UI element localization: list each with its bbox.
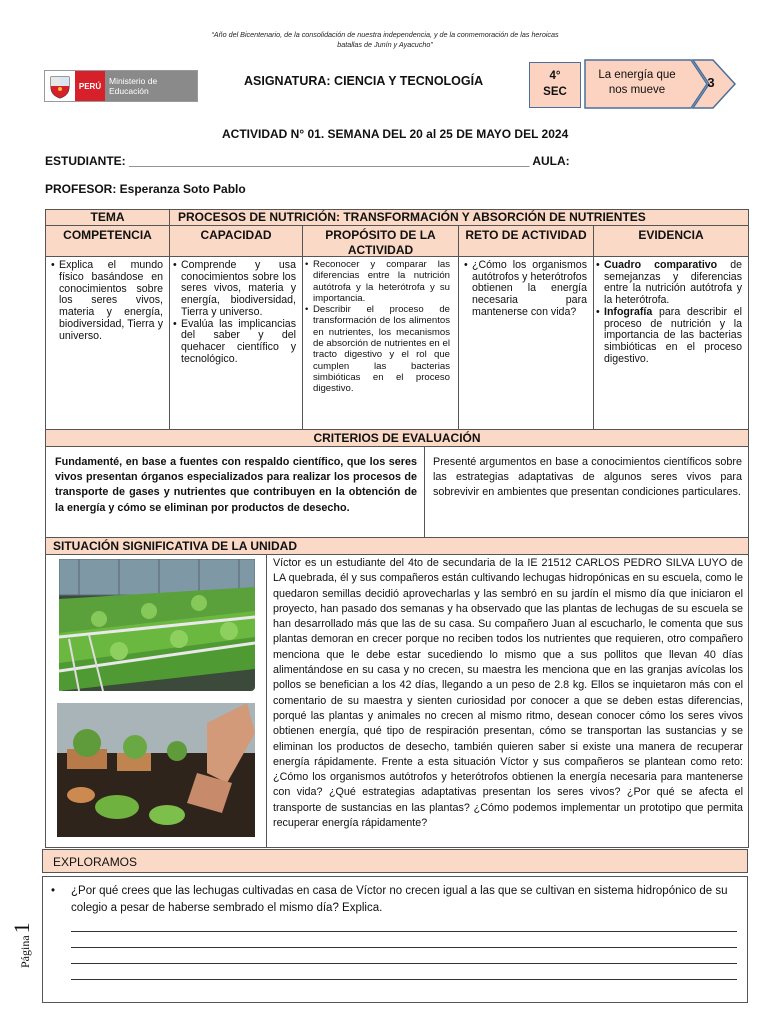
evidencia-item	[596, 260, 742, 307]
planting-lettuce-photo	[57, 703, 255, 837]
subject-title: ASIGNATURA: CIENCIA Y TECNOLOGÍA	[244, 74, 484, 88]
teacher-line: PROFESOR: Esperanza Soto Pablo	[45, 182, 246, 196]
situacion-images-cell	[45, 554, 267, 848]
evidencia-rest: para describir el proceso de nutrición y la importancia de las bacterias simbióticas en el proceso digestivo.	[604, 305, 742, 365]
hydroponic-photo	[59, 559, 255, 691]
situacion-title: SITUACIÓN SIGNIFICATIVA DE LA UNIDAD	[45, 537, 749, 555]
grade-level: SEC	[543, 86, 567, 98]
answer-lines[interactable]	[71, 916, 737, 980]
peru-shield-icon	[45, 71, 75, 101]
answer-line[interactable]	[71, 964, 737, 980]
situacion-text: Víctor es un estudiante del 4to de secundaria de la IE 21512 CARLOS PEDRO SILVA LUYO de LA quebrada, él y sus compañeros están cultivando lechugas hidropónicas en su escuela, como le quedaron semillas decidió aprovecharlas y las sembró en su jardín el mismo día que iniciaron el proyecto, han pasado dos semanas y ha observado que las plantas de lechugas de su escuela se han desarrollado más que las de su casa. Su compañero Juan al escucharlo, le comenta que sus plantas demoran en crecer porque no reciben todos los nutrientes que requieren, otro compañero menciona que le debe estar sucediendo lo mismo que a sus pollitos que llevan 40 días alimentándose en su casa y no crecen, su maestra les menciona que en las granjas avícolas los pollos se benefician a los 42 días, llegando a un peso de 2.8 kg. Ellos se inquietaron más con el comentario de su maestra y sienten curiosidad por conocer a que se deben estas diferencias, porqué las plantas y animales no crecen al mismo ritmo, desean conocer cómo los seres vivos obtienen energía, qué tipo de respiración presentan, cómo se transportan las sustancias y se eliminan los productos de desecho, también quieren saber si existe una manera de recuperar energía rápidamente. Frente a esta situación Víctor y sus compañeros se plantean como reto: ¿Cómo los organismos autótrofos y heterótrofos obtienen la energía necesaria para mantenerse con vida? ¿Qué estrategias adaptativas presentan los seres vivos? ¿Por qué se afecta el transporte de sustancias en las plantas? ¿Cómo podemos implementar un prototipo que permita recuperar energía rápidamente?	[273, 557, 743, 830]
header-motto: “Año del Bicentenario, de la consolidación de nuestra independencia, y de la conmemoración de las heroicas batallas de Junín y Ayacucho”	[211, 30, 559, 49]
logo-country: PERÚ	[75, 71, 105, 101]
student-line: ESTUDIANTE: ____________________________________________________________ AULA:	[45, 154, 570, 168]
capacidad-item: • Evalúa las implicancias del saber y del quehacer científico y tecnológico.	[173, 319, 296, 366]
competencia-text: • Explica el mundo físico basándose en conocimientos sobre los seres vivos, materia y energía, biodiversidad, Tierra y universo.	[51, 260, 163, 343]
unit-chevron	[583, 58, 741, 110]
grade-box	[529, 62, 581, 108]
reto-cell	[458, 256, 594, 430]
answer-line[interactable]	[71, 948, 737, 964]
header-capacidad: CAPACIDAD	[169, 225, 303, 257]
capacidad-cell	[169, 256, 303, 430]
criterio-2-text: Presenté argumentos en base a conocimientos científicos sobre las estrategias adaptativas de algunos seres vivos para sobrevivir en ambientes que presentan condiciones particulares.	[433, 456, 742, 499]
evidencia-item	[596, 307, 742, 366]
answer-line[interactable]	[71, 932, 737, 948]
exploramos-title: EXPLORAMOS	[42, 849, 748, 873]
criterio-1-cell	[45, 446, 425, 538]
logo-ministry: Ministerio de Educación	[105, 71, 197, 101]
reto-text: • ¿Cómo los organismos autótrofos y heterótrofos obtienen la energía necesaria para mantenerse con vida?	[464, 260, 587, 319]
header-competencia: COMPETENCIA	[45, 225, 170, 257]
capacidad-item: • Comprende y usa conocimientos sobre los seres vivos, materia y energía, biodiversidad, Tierra y universo.	[173, 260, 296, 319]
page-word: Página	[18, 935, 32, 968]
header-reto: RETO DE ACTIVIDAD	[458, 225, 594, 257]
criterio-2-cell	[424, 446, 749, 538]
tema-value: PROCESOS DE NUTRICIÓN: TRANSFORMACIÓN Y ABSORCIÓN DE NUTRIENTES	[169, 209, 749, 226]
evidencia-bold: Infografía	[604, 305, 653, 318]
page-label	[9, 905, 34, 968]
proposito-cell	[302, 256, 459, 430]
competencia-cell	[45, 256, 170, 430]
unit-title: La energía que nos mueve	[598, 69, 676, 96]
proposito-item: • Describir el proceso de transformación de los alimentos en nutrientes, los mecanismos de absorción de nutrientes en el tracto digestivo y el rol que cumplen las bacterias simbióticas en el proceso digestivo.	[305, 304, 450, 394]
criterio-1-text: Fundamenté, en base a fuentes con respaldo científico, que los seres vivos presentan órganos especializados para realizar los procesos de transporte de gases y nutrientes que contribuyen en la obtención de la energía y cómo se eliminan por productos de desecho.	[55, 456, 417, 514]
grade-number: 4°	[549, 70, 561, 82]
exploramos-box	[42, 876, 748, 1003]
header-proposito: PROPÓSITO DE LA ACTIVIDAD	[302, 225, 459, 257]
proposito-item: • Reconocer y comparar las diferencias entre la nutrición autótrofa y la heterótrofa y su importancia.	[305, 259, 450, 304]
header-evidencia: EVIDENCIA	[593, 225, 749, 257]
page-number: 1	[9, 922, 34, 934]
tema-label: TEMA	[45, 209, 170, 226]
criterios-title: CRITERIOS DE EVALUACIÓN	[45, 429, 749, 447]
answer-line[interactable]	[71, 916, 737, 932]
situacion-text-cell	[266, 554, 749, 848]
exploramos-question: • ¿Por qué crees que las lechugas cultivadas en casa de Víctor no crecen igual a las que se cultivan en sistema hidropónico de su colegio a pesar de haberse sembrado el mismo día? Explica.	[51, 883, 737, 916]
evidencia-rest: de semejanzas y diferencias entre la nutrición autótrofa y la heterótrofa.	[604, 259, 742, 307]
evidencia-bold: Cuadro comparativo	[604, 259, 718, 271]
activity-title: ACTIVIDAD N° 01. SEMANA DEL 20 al 25 DE MAYO DEL 2024	[222, 127, 569, 141]
evidencia-cell	[593, 256, 749, 430]
minedu-logo	[44, 70, 198, 102]
unit-number: 3	[707, 75, 715, 90]
